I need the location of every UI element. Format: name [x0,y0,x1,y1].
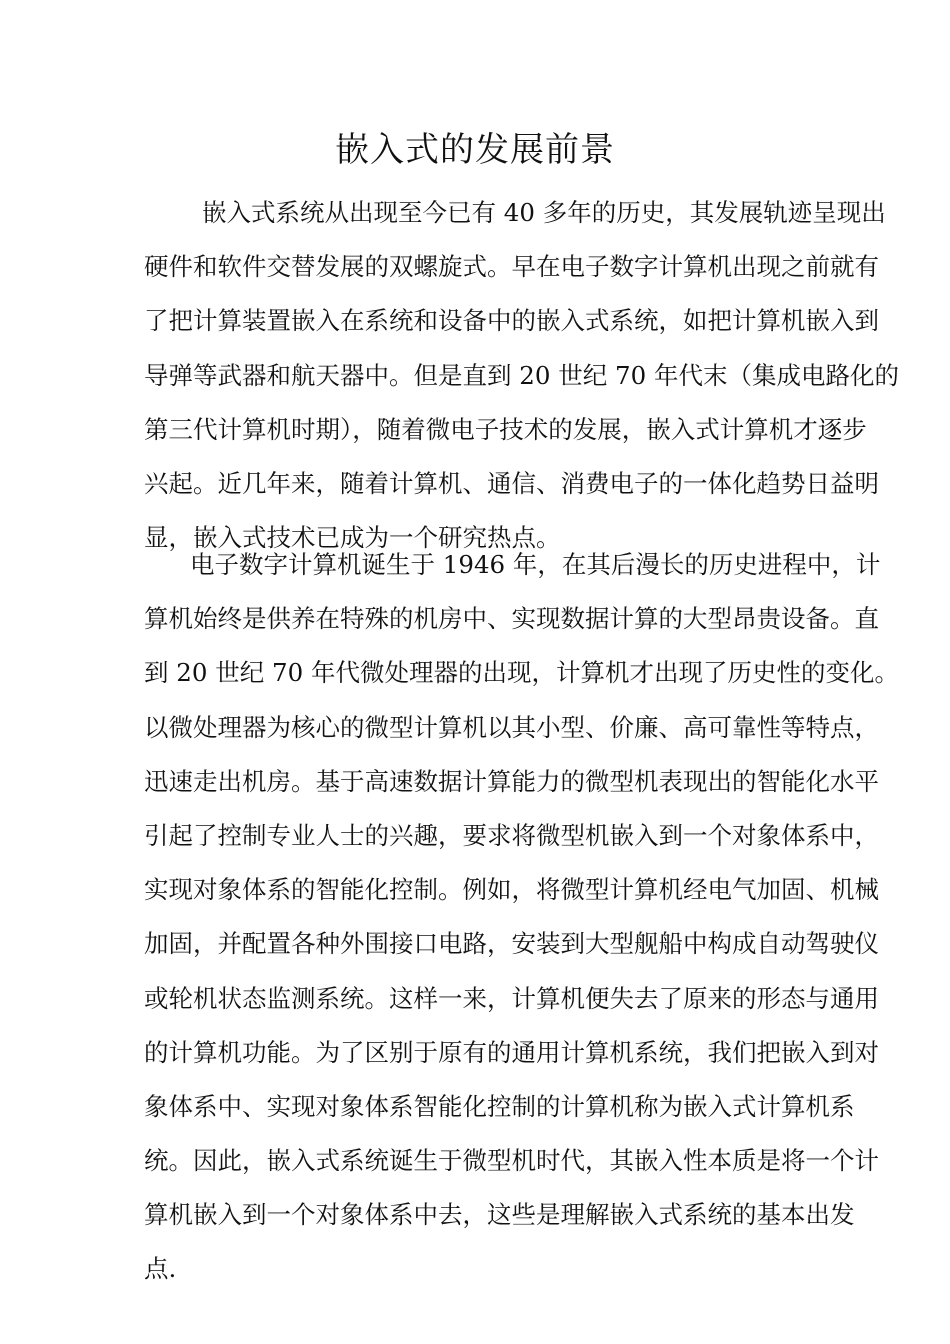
paragraph-line: 算机嵌入到一个对象体系中去，这些是理解嵌入式系统的基本出发 [144,1200,855,1230]
paragraph-line: 象体系中、实现对象体系智能化控制的计算机称为嵌入式计算机系 [144,1091,855,1121]
paragraph-line: 算机始终是供养在特殊的机房中、实现数据计算的大型昂贵设备。直 [144,604,879,634]
paragraph-line: 迅速走出机房。基于高速数据计算能力的微型机表现出的智能化水平 [144,766,879,796]
paragraph-line: 引起了控制专业人士的兴趣，要求将微型机嵌入到一个对象体系中， [144,820,879,850]
paragraph-line: 点. [144,1254,177,1284]
paragraph-line: 导弹等武器和航天器中。但是直到 20 世纪 70 年代末（集成电路化的 [144,360,899,390]
paragraph-line: 硬件和软件交替发展的双螺旋式。早在电子数字计算机出现之前就有 [144,252,879,282]
paragraph-line: 统。因此，嵌入式系统诞生于微型机时代，其嵌入性本质是将一个计 [144,1146,879,1176]
paragraph-line: 显，嵌入式技术已成为一个研究热点。 [144,523,561,553]
paragraph-line: 的计算机功能。为了区别于原有的通用计算机系统，我们把嵌入到对 [144,1037,879,1067]
paragraph-line: 第三代计算机时期），随着微电子技术的发展，嵌入式计算机才逐步 [144,414,867,444]
paragraph-2 [144,538,899,1297]
paragraph-line: 或轮机状态监测系统。这样一来，计算机便失去了原来的形态与通用 [144,983,879,1013]
paragraph-line: 电子数字计算机诞生于 1946 年，在其后漫长的历史进程中，计 [190,550,881,579]
paragraph-line: 加固，并配置各种外围接口电路，安装到大型舰船中构成自动驾驶仪 [144,929,879,959]
paragraph-line: 到 20 世纪 70 年代微处理器的出现，计算机才出现了历史性的变化。 [144,658,899,688]
paragraph-line: 以微处理器为核心的微型计算机以其小型、价廉、高可靠性等特点， [144,712,879,742]
paragraph-line: 兴起。近几年来，随着计算机、通信、消费电子的一体化趋势日益明 [144,468,879,498]
page-title: 嵌入式的发展前景 [335,130,615,170]
paragraph-line: 实现对象体系的智能化控制。例如，将微型计算机经电气加固、机械 [144,875,879,905]
paragraph-line: 嵌入式系统从出现至今已有 40 多年的历史，其发展轨迹呈现出 [202,198,886,227]
paragraph-line: 了把计算装置嵌入在系统和设备中的嵌入式系统，如把计算机嵌入到 [144,306,879,336]
